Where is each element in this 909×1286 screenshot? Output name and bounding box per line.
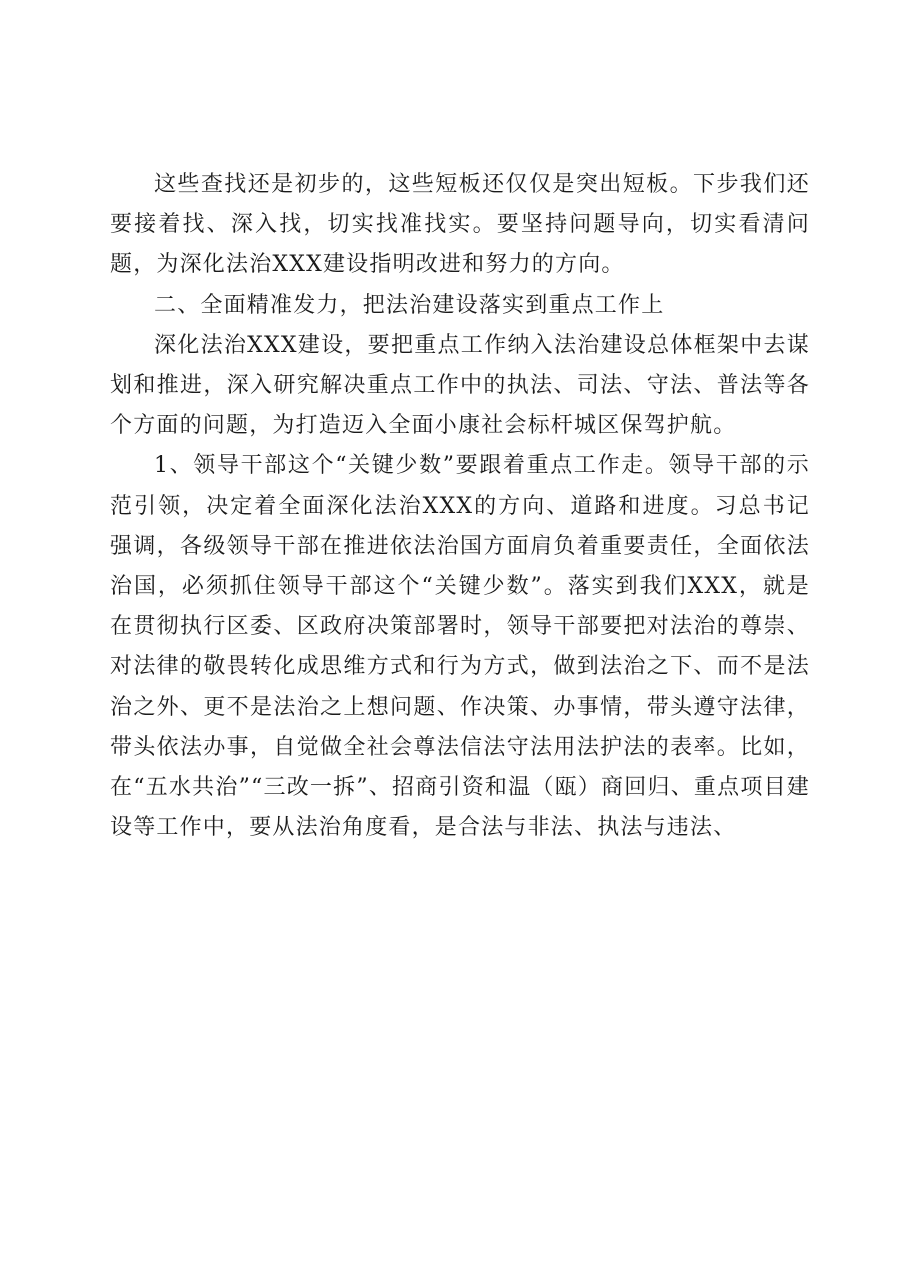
document-body	[110, 165, 810, 848]
paragraph-section-intro: 深化法治XXX建设，要把重点工作纳入法治建设总体框架中去谋划和推进，深入研究解决重点工作中的执法、司法、守法、普法等各个方面的问题，为打造迈入全面小康社会标杆城区保驾护航。	[110, 332, 810, 439]
section-heading: 二、全面精准发力，把法治建设落实到重点工作上	[154, 292, 665, 318]
paragraph-point-1: 1、领导干部这个“关键少数”要跟着重点工作走。领导干部的示范引领，决定着全面深化法治XXX的方向、道路和进度。习总书记强调，各级领导干部在推进依法治国方面肩负着重要责任，全面依法治国，必须抓住领导干部这个“关键少数”。落实到我们XXX，就是在贯彻执行区委、区政府决策部署时，领导干部要把对法治的尊崇、对法律的敬畏转化成思维方式和行为方式，做到法治之下、而不是法治之外、更不是法治之上想问题、作决策、办事情，带头遵守法律，带头依法办事，自觉做全社会尊法信法守法用法护法的表率。比如，在“五水共治”“三改一拆”、招商引资和温（瓯）商回归、重点项目建设等工作中，要从法治角度看，是合法与非法、执法与违法、	[110, 453, 810, 841]
paragraph-intro: 这些查找还是初步的，这些短板还仅仅是突出短板。下步我们还要接着找、深入找，切实找准找实。要坚持问题导向，切实看清问题，为深化法治XXX建设指明改进和努力的方向。	[110, 172, 810, 278]
